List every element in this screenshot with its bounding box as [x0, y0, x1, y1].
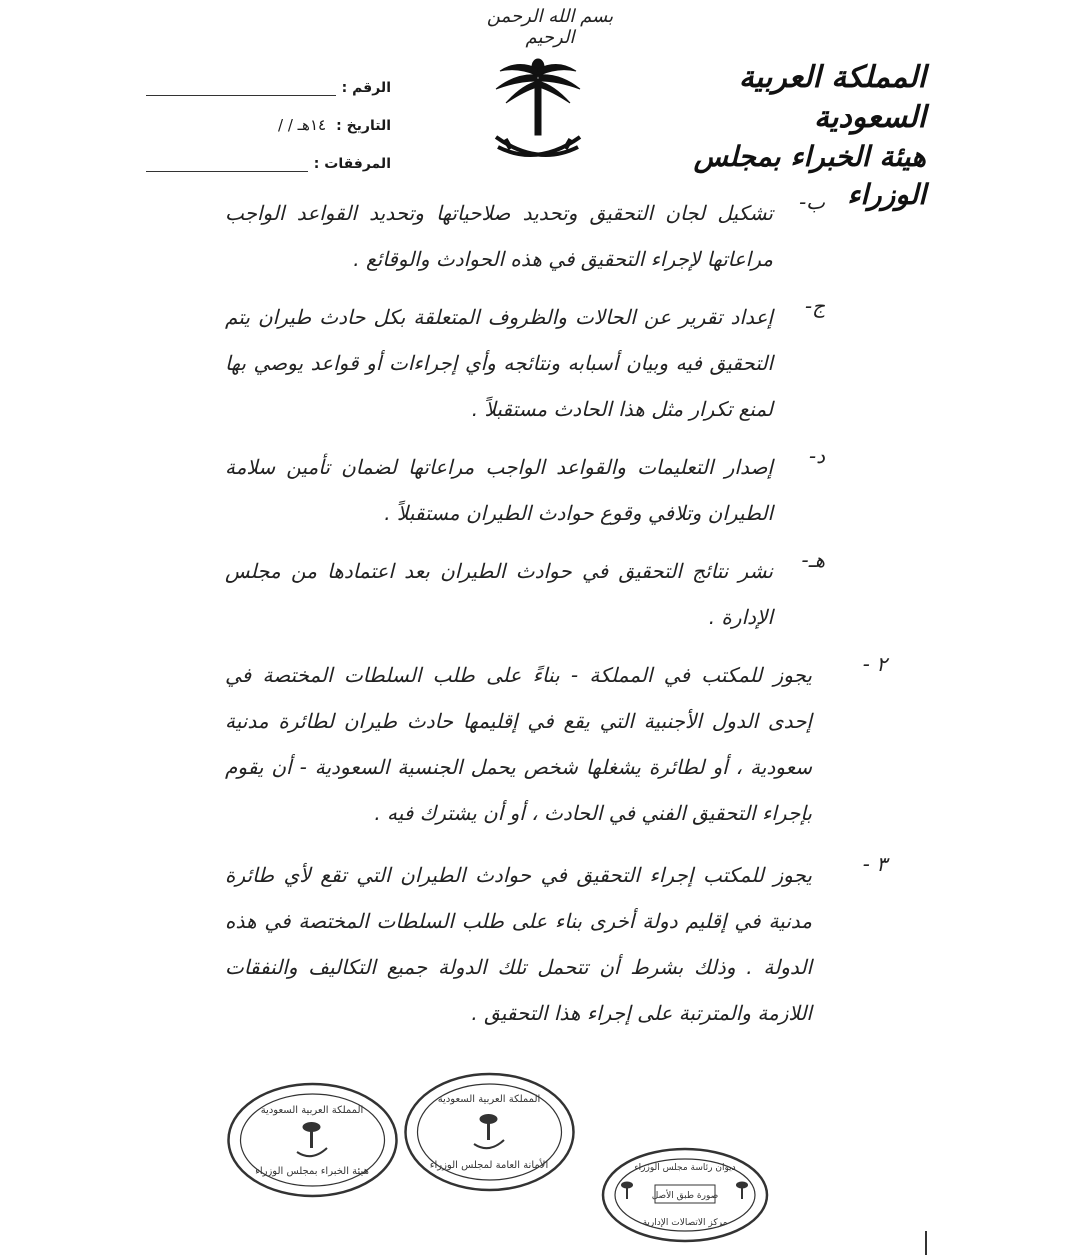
basmala: بسم الله الرحمن الرحيم	[486, 6, 614, 48]
svg-text:ديوان رئاسة مجلس الوزراء: ديوان رئاسة مجلس الوزراء	[634, 1163, 736, 1173]
svg-text:الأمانة العامة لمجلس الوزراء: الأمانة العامة لمجلس الوزراء	[429, 1160, 549, 1171]
svg-text:المملكة العربية السعودية: المملكة العربية السعودية	[437, 1094, 541, 1105]
attachments-field: المرفقات :	[146, 134, 391, 172]
svg-text:مركز الاتصالات الإدارية: مركز الاتصالات الإدارية	[642, 1218, 728, 1228]
list-item: د- إصدار التعليمات والقواعد الواجب مراعاتها لضمان تأمين سلامة الطيران وتلافي وقوع حوادث الطيران مستقبلاً .	[225, 444, 825, 525]
number-field: الرقم :	[146, 58, 391, 96]
article-paragraph: ٢ - يجوز للمكتب في المملكة - بناءً على طلب السلطات المختصة في إحدى الدول الأجنبية التي يقع في إقليمها حادث طيران لطائرة مدنية سعودية ، أو لطائرة يشغلها شخص يحمل الجنسية السعودية - أن يقوم بإجراء التحقيق الفني في الحادث ، أو أن يشترك فيه .	[225, 652, 887, 825]
document-body	[225, 190, 887, 1052]
org-line-2: هيئة الخبراء بمجلس الوزراء	[693, 140, 926, 211]
list-item: ج- إعداد تقرير عن الحالات والظروف المتعلقة بكل حادث طيران يتم التحقيق فيه وبيان أسبابه ونتائجه وأي إجراءات أو قواعد يوصي بها لمنع تكرار مثل هذا الحادث مستقبلاً .	[225, 294, 825, 421]
page-edge-mark	[925, 1231, 927, 1255]
palm-swords-emblem-icon	[488, 55, 588, 175]
svg-text:صورة طبق الأصل: صورة طبق الأصل	[651, 1191, 719, 1201]
org-line-1: المملكة العربية السعودية	[738, 60, 926, 135]
date-value: ١٤هـ / /	[278, 116, 327, 134]
svg-text:المملكة العربية السعودية: المملكة العربية السعودية	[260, 1105, 364, 1116]
stamp-cabinet-secretariat	[402, 1070, 577, 1195]
letter-metadata	[146, 58, 391, 172]
stamp-true-copy	[600, 1145, 770, 1245]
article-paragraph: ٣ - يجوز للمكتب إجراء التحقيق في حوادث الطيران التي تقع لأي طائرة مدنية في إقليم دولة أخرى بناء على طلب السلطات المختصة في هذه الدولة . وذلك بشرط أن تتحمل تلك الدولة جميع التكاليف والنفقات اللازمة والمترتبة على إجراء هذا التحقيق .	[225, 852, 887, 1025]
stamp-experts-commission	[225, 1080, 400, 1200]
svg-text:هيئة الخبراء بمجلس الوزراء: هيئة الخبراء بمجلس الوزراء	[255, 1166, 369, 1177]
list-item: هـ- نشر نتائج التحقيق في حوادث الطيران بعد اعتمادها من مجلس الإدارة .	[225, 548, 825, 629]
list-item: ب- تشكيل لجان التحقيق وتحديد صلاحياتها وتحديد القواعد الواجب مراعاتها لإجراء التحقيق في هذه الحوادث والوقائع .	[225, 190, 825, 271]
date-field: التاريخ : ١٤هـ / /	[146, 96, 391, 134]
